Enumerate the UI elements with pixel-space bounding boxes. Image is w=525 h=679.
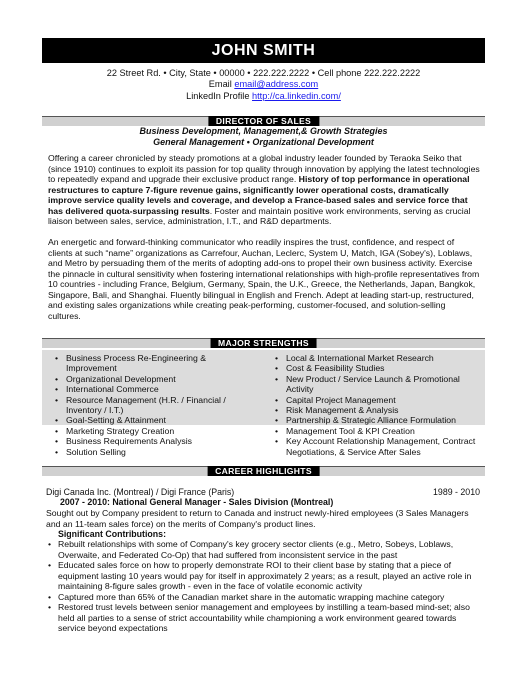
strength-item: • Management Tool & KPI Creation	[286, 426, 482, 436]
contributions-label: Significant Contributions:	[58, 529, 166, 539]
summary-p1-highlight: History of top performance in operational restructures to capture 7-figure revenue gains, significantly lower operational costs, dramatically improve service quality levels and coverage, and develop a France-based sales and service force that has delivered quota-surpassing results	[48, 174, 470, 216]
job-title: 2007 - 2010: National General Manager - Sales Division (Montreal)	[60, 497, 334, 507]
strength-item: • International Commerce	[66, 384, 255, 394]
strengths-right-column	[270, 353, 482, 457]
linkedin-label: LinkedIn Profile	[186, 90, 250, 101]
section-header-director	[42, 116, 485, 126]
contribution-item: • Captured more than 65% of the Canadian market share in the automatic wrapping machine category	[58, 592, 480, 603]
contribution-item: • Rebuilt relationships with some of Company's key grocery sector clients (e.g., Metro, Sobeys, Loblaws, Overwaite, and Federated Co-Op) that had suffered from inconsistent service in the past	[58, 539, 480, 560]
strengths-left-column	[50, 353, 255, 457]
employer-row	[46, 487, 480, 498]
email-link[interactable]: email@address.com	[234, 79, 319, 90]
job-intro: Sought out by Company president to return to Canada and instruct newly-hired employees (3 Sales Managers and an 11-team sales force) on the merits of Company's product lines.	[46, 508, 469, 529]
section-title-career: CAREER HIGHLIGHTS	[207, 466, 320, 476]
section-title-strengths: MAJOR STRENGTHS	[210, 338, 317, 348]
strength-item: • Key Account Relationship Management, Contract Negotiations, & Service After Sales	[286, 436, 482, 457]
address-line: 22 Street Rd. • City, State • 00000 • 222.222.2222 • Cell phone 222.222.2222	[106, 68, 421, 78]
strength-item: • Capital Project Management	[286, 395, 482, 405]
strength-item: • Business Requirements Analysis	[66, 436, 255, 446]
strength-item: • Goal-Setting & Attainment	[66, 415, 255, 425]
strength-item: • Business Process Re-Engineering & Improvement	[66, 353, 255, 374]
summary-paragraph-2: An energetic and forward-thinking communicator who readily inspires the trust, confidence, and respect of clients at such “name” organizations as Carrefour, Auchan, Leclerc, System U, Match, IGA (Sobey's), Loblaws, and Metro by persuading them of the merits of adopting add-ons to propel their own business activity. Exercise the pinnacle in cultural sensitivity when fostering international relationships with high-profile representatives from 10 countries - including France, Belgium, Germany, Spain, the U.K., Greece, the Netherlands, Japan, Bangkok, Singapore, Bali, and Shanghai. Fluently bilingual in English and French. Adept at leading start-up, restructured, and existing sales organizations while creating peak-performing, customer-focused, and solution-selling cultures.	[48, 237, 480, 321]
strength-item: • Solution Selling	[66, 447, 255, 457]
section-title-director: DIRECTOR OF SALES	[208, 116, 319, 126]
employment-dates: 1989 - 2010	[433, 487, 480, 497]
strength-item: • Local & International Market Research	[286, 353, 482, 363]
strength-item: • New Product / Service Launch & Promotional Activity	[286, 374, 482, 395]
candidate-name: JOHN SMITH	[211, 42, 316, 59]
summary-p1-part-c: . Foster and maintain positive work environments, serving as crucial liaison between sales, service, administration, I.T., and R&D departments.	[48, 205, 471, 227]
strength-item: • Resource Management (H.R. / Financial / Inventory / I.T.)	[66, 395, 255, 416]
contribution-item: • Educated sales force on how to properly demonstrate ROI to their client base by stating that a piece of equipment lasting 10 years would pay for itself in approximately 2 years; as a result, played an active role in maintaining 8-figure sales growth - even in the face of volatile economic activity	[58, 560, 480, 592]
name-banner	[42, 38, 485, 63]
email-line	[42, 79, 485, 90]
summary-p1-part-a: Offering a career chronicled by steady promotions at a global industry leader founded by Teraoka Seiko that (since 1910) continues to exploit its passion for top quality through innovation by applying the latest technologies to repeatedly expand and upgrade their exclusive product range.	[48, 153, 480, 185]
strength-item: • Risk Management & Analysis	[286, 405, 482, 415]
summary-paragraph-1	[48, 153, 480, 227]
contribution-item: • Restored trust levels between senior management and employees by instilling a team-based mind-set; also held all parties to a sense of strict accountability while championing a work environment geared towards service beyond expectations	[58, 602, 480, 634]
linkedin-line	[42, 91, 485, 102]
subtitle-line-2: General Management • Organizational Development	[153, 137, 374, 147]
email-label: Email	[208, 79, 232, 90]
strength-item: • Partnership & Strategic Alliance Formulation	[286, 415, 482, 425]
strengths-panel	[42, 350, 485, 457]
contact-block	[42, 68, 485, 102]
section-header-career	[42, 466, 485, 476]
section-header-strengths	[42, 338, 485, 348]
strength-item: • Marketing Strategy Creation	[66, 426, 255, 436]
strength-item: • Cost & Feasibility Studies	[286, 363, 482, 373]
contributions-list	[46, 539, 480, 634]
subtitle-line-1: Business Development, Management,& Growth Strategies	[139, 126, 388, 136]
employer-name: Digi Canada Inc. (Montreal) / Digi France (Paris)	[46, 487, 235, 497]
linkedin-link[interactable]: http://ca.linkedin.com/	[252, 90, 341, 101]
strength-item: • Organizational Development	[66, 374, 255, 384]
